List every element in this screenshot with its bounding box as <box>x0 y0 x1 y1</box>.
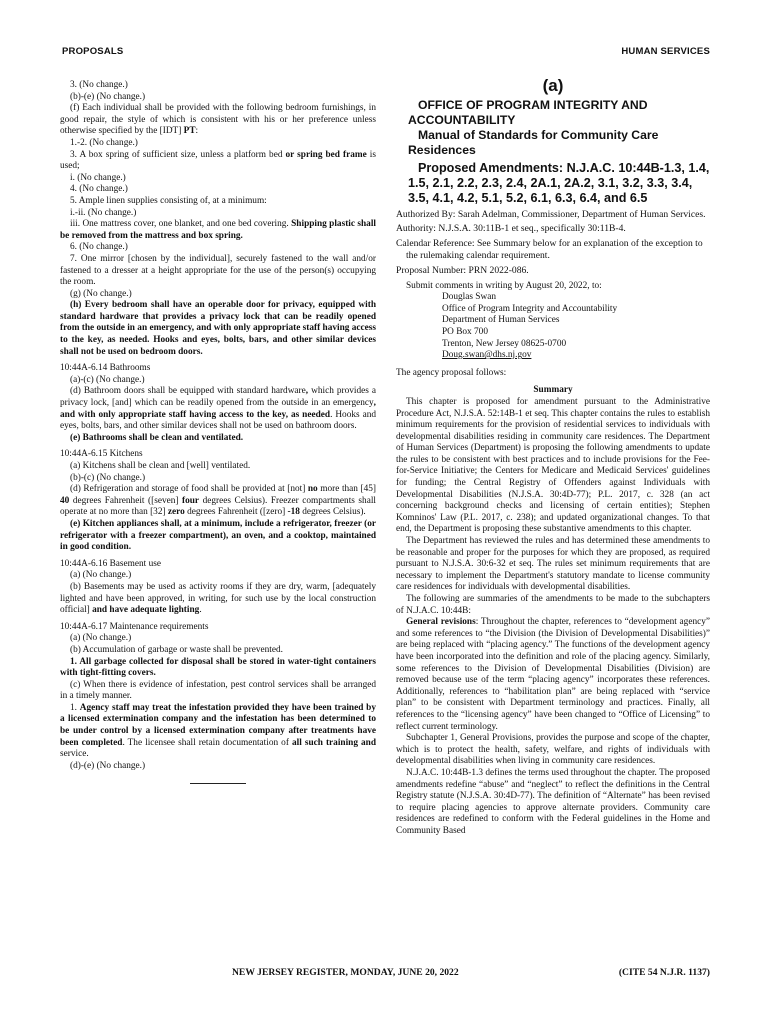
right-column <box>396 76 711 837</box>
calendar-reference: Calendar Reference: See Summary below for an explanation of the exception to the rulemaking calendar requirement. <box>396 238 703 261</box>
paragraph: (b)-(e) (No change.) <box>70 91 146 102</box>
footer-center: NEW JERSEY REGISTER, MONDAY, JUNE 20, 2022 <box>232 967 459 978</box>
paragraph: (e) Kitchen appliances shall, at a minimum, include a refrigerator, freezer (or refrigerator with a freezer compartment), an oven, and a cooktop, maintained in good condition. <box>60 518 376 553</box>
divider <box>190 783 246 784</box>
summary-heading: Summary <box>533 385 573 396</box>
paragraph: (b) Basements may be used as activity rooms if they are dry, warm, [adequately lighted and have been approved, in writing, for such use by the local construction official] and have adequate lighting. <box>60 581 376 616</box>
paragraph: 5. Ample linen supplies consisting of, at a minimum: <box>70 195 267 206</box>
paragraph: (b)-(c) (No change.) <box>70 472 146 483</box>
address-department: Department of Human Services <box>442 315 560 326</box>
running-header-left: PROPOSALS <box>62 46 124 57</box>
section-heading: 10:44A-6.15 Kitchens <box>60 449 143 460</box>
paragraph: Subchapter 1, General Provisions, provides the purpose and scope of the chapter, which is to protect the health, safety, welfare, and rights of individuals with developmental disabilities when living in community care residences. <box>396 733 710 767</box>
manual-heading: Manual of Standards for Community Care Residences <box>408 127 659 157</box>
address-city: Trenton, New Jersey 08625-0700 <box>442 338 567 349</box>
paragraph: 1. All garbage collected for disposal shall be stored in water-tight containers with tight-fitting covers. <box>60 656 376 679</box>
paragraph: (b) Accumulation of garbage or waste shall be prevented. <box>70 644 283 655</box>
paragraph: 6. (No change.) <box>70 242 128 253</box>
address-po-box: PO Box 700 <box>442 326 488 337</box>
paragraph: (f) Each individual shall be provided with the following bedroom furnishings, in good repair, the style of which is consistent with his or her preference unless otherwise specified by the [IDT] PT: <box>60 103 376 137</box>
email-link[interactable]: Doug.swan@dhs.nj.gov <box>442 350 532 361</box>
left-column <box>60 80 376 790</box>
paragraph: 4. (No change.) <box>70 184 128 195</box>
paragraph: This chapter is proposed for amendment pursuant to the Administrative Procedure Act, N.J.S.A. 52:14B-1 et seq. This chapter contains the rules to establish minimum requirements for the provision of residential services to individuals with developmental disabilities residing in community care residences. The Department of Human Services (Department) is proposing the following amendments to update the rules to be consistent with best practices and to include provisions for the Fee-for-Service Initiative; the Centers for Medicare and Medicaid Services' guidelines for funding; the Central Registry of Offenders against Individuals with Developmental Disabilities (N.J.S.A. 30:4D-77); P.L. 2017, c. 328 (an act concerning background checks and licensing of certain entities); Stephen Komninos' Law (P.L. 2017, c. 238); and updated organizational changes. To that end, the Department is proposing these substantive amendments to this chapter. <box>396 396 710 535</box>
paragraph: i. (No change.) <box>70 172 126 183</box>
paragraph: (h) Every bedroom shall have an operable door for privacy, equipped with standard hardware that provides a privacy lock that can be readily opened from the outside in an emergency, and with only appropriate staff having access to the key, as needed. Hooks and eyes, bolts, bars, and other similar devices shall not be used on bedroom doors. <box>60 300 377 357</box>
paragraph: (d) Refrigeration and storage of food shall be provided at [not] no more than [45] 40 degrees Fahrenheit ([seven] four degrees Celsius). Freezer compartments shall operate at no more than [32] zero degrees Fahrenheit ([zero] -18 degrees Celsius). <box>60 484 377 518</box>
paragraph: 3. (No change.) <box>70 80 128 90</box>
address-email-line <box>396 350 710 362</box>
footer-citation: (CITE 54 N.J.R. 1137) <box>618 967 710 978</box>
paragraph: General revisions: Throughout the chapter, references to “development agency” and some references to “the Division (the Division of Developmental Disabilities)” are being replaced with “placing agency.” The functions of the development agency have been incorporated into the definition and role of the placing agency. Similarly, some references to the Division of Developmental Disabilities (Division) are removed because use of the term “placing agency” incorporates these references. Additionally, references to “habilitation plan” are being replaced with “service plan” to be consistent with Department terminology and practices. Finally, all references to the “licensing agency” have been changed to “Office of Licensing” to reflect current terminology. <box>396 617 711 732</box>
paragraph: 1. Agency staff may treat the infestation provided they have been trained by a licensed extermination company and the infestation has been determined to be under control by a licensed extermination company after treatments have been completed. The licensee shall retain documentation of all such training and service. <box>60 702 377 760</box>
paragraph: (a)-(c) (No change.) <box>70 374 145 385</box>
paragraph: 7. One mirror [chosen by the individual], securely fastened to the wall and/or fastened to a dresser at a height appropriate for the use of the person(s) occupying the room. <box>60 253 376 288</box>
paragraph: 1.-2. (No change.) <box>70 137 138 148</box>
authorized-by: Authorized By: Sarah Adelman, Commissioner, Department of Human Services. <box>396 208 706 220</box>
paragraph: N.J.A.C. 10:44B-1.3 defines the terms used throughout the chapter. The proposed amendments redefine “abuse” and “neglect” to reflect the definitions in the Central Registry statute (N.J.S.A. 30:4D-77). The definition of “Alternate” has been revised to require placing agencies to approve alternate providers. Community care residences are redefined to conform with the Federal guidelines in the Home and Community Based <box>396 767 710 836</box>
paragraph: (g) (No change.) <box>70 288 132 299</box>
authority: Authority: N.J.S.A. 30:11B-1 et seq., specifically 30:11B-4. <box>396 223 626 235</box>
paragraph: i.-ii. (No change.) <box>70 207 137 218</box>
proposal-follows: The agency proposal follows: <box>396 367 507 378</box>
paragraph: The following are summaries of the amendments to be made to the subchapters of N.J.A.C. 10:44B: <box>396 594 710 616</box>
submit-comments: Submit comments in writing by August 20, 2022, to: <box>406 280 602 291</box>
end-rule <box>60 778 376 790</box>
paragraph: (d)-(e) (No change.) <box>70 760 146 771</box>
paragraph: (d) Bathroom doors shall be equipped with standard hardware, which provides a privacy lock, [and] which can be readily opened from the outside in an emergency, and with only appropriate staff having access to the key, as needed. Hooks and eyes, bolts, bars, and other similar devices shall not be used on bathroom doors. <box>60 386 376 432</box>
running-header-right: HUMAN SERVICES <box>621 46 710 57</box>
section-heading: 10:44A-6.17 Maintenance requirements <box>60 621 209 632</box>
amendments-heading: Proposed Amendments: N.J.A.C. 10:44B-1.3, 1.4, 1.5, 2.1, 2.2, 2.3, 2.4, 2A.1, 2A.2, 3.1, 3.2, 3.3, 3.4, 3.5, 4.1, 4.2, 5.1, 5.2, 6.1, 6.3, 6.4, and 6.5 <box>408 160 710 205</box>
paragraph: The Department has reviewed the rules and has determined these amendments to be reasonable and proper for the purposes for which they are proposed, as required pursuant to N.J.S.A. 30:6-32 et seq. The rules set minimum requirements that are necessary to implement the Department's statutory mandate to license community care residences for individuals with developmental disabilities. <box>396 536 710 593</box>
section-heading: 10:44A-6.16 Basement use <box>60 558 161 569</box>
proposal-number: Proposal Number: PRN 2022-086. <box>396 264 529 276</box>
paragraph: 3. A box spring of sufficient size, unless a platform bed or spring bed frame is used; <box>60 149 377 172</box>
address-office: Office of Program Integrity and Accountability <box>442 303 618 314</box>
paragraph: (c) When there is evidence of infestation, pest control services shall be arranged in a timely manner. <box>60 679 376 702</box>
paragraph: (e) Bathrooms shall be clean and ventilated. <box>70 432 244 443</box>
address-name: Douglas Swan <box>442 292 496 303</box>
paragraph: (a) (No change.) <box>70 633 132 644</box>
section-heading: 10:44A-6.14 Bathrooms <box>60 363 151 374</box>
paragraph: iii. One mattress cover, one blanket, and one bed covering. Shipping plastic shall be removed from the mattress and box spring. <box>60 219 376 241</box>
agency-heading: OFFICE OF PROGRAM INTEGRITY AND ACCOUNTABILITY <box>408 97 648 127</box>
paragraph: (a) (No change.) <box>70 570 132 581</box>
paragraph: (a) Kitchens shall be clean and [well] ventilated. <box>70 461 251 471</box>
item-letter: (a) <box>542 76 564 95</box>
